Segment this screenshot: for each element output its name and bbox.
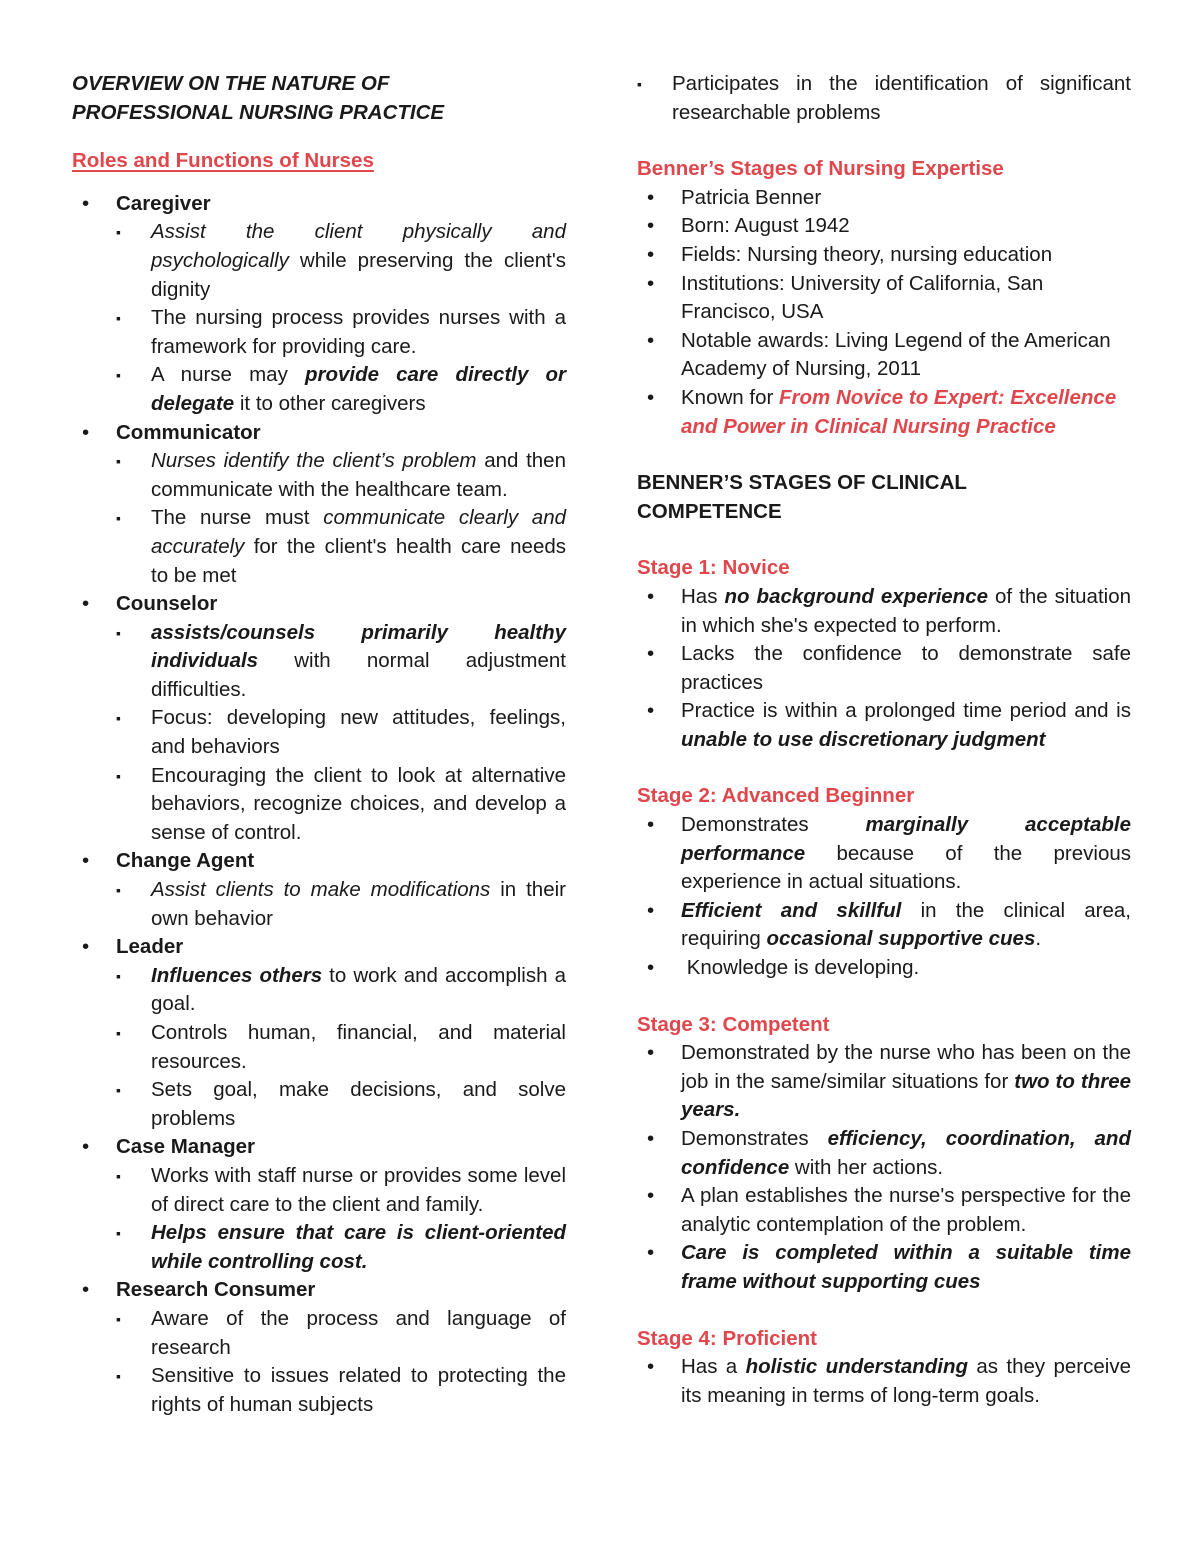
list-item: ▪ assists/counsels primarily healthy individuals with normal adjustment difficulties.: [72, 619, 566, 705]
list-item: • Has no background experience of the situation in which she's expected to perform.: [637, 583, 1131, 640]
role-sublist: [72, 447, 566, 590]
roles-heading: Roles and Functions of Nurses: [72, 149, 374, 173]
document-title: [72, 70, 566, 127]
list-item: • Demonstrates marginally acceptable performance because of the previous experience in actual situations.: [637, 811, 1131, 897]
role-communicator: [72, 419, 566, 591]
stage-3-title: Stage 3: Competent: [637, 1012, 830, 1036]
benner-list: [637, 184, 1131, 441]
role-sublist: [72, 1305, 566, 1419]
list-item: ▪ Assist the client physically and psychologically while preserving the client's dignity: [72, 218, 566, 304]
stage-4-title: Stage 4: Proficient: [637, 1326, 817, 1350]
list-item: ▪ Participates in the identification of significant researchable problems: [593, 70, 1131, 127]
role-label: Case Manager: [116, 1135, 256, 1159]
role-sublist: [72, 218, 566, 418]
list-item: • Patricia Benner: [637, 184, 1131, 213]
list-item: • Lacks the confidence to demonstrate safe practices: [637, 640, 1131, 697]
stage-3-list: [637, 1039, 1131, 1296]
role-research-consumer: [72, 1276, 566, 1419]
list-item: • Fields: Nursing theory, nursing education: [637, 241, 1131, 270]
list-item: • Practice is within a prolonged time period and is unable to use discretionary judgment: [637, 697, 1131, 754]
book-title: From Novice to Expert: Excellence and Power in Clinical Nursing Practice: [681, 385, 1117, 438]
list-item: • Efficient and skillful in the clinical area, requiring occasional supportive cues.: [637, 897, 1131, 954]
list-item: ▪ Sets goal, make decisions, and solve problems: [72, 1076, 566, 1133]
list-item: • Care is completed within a suitable time frame without supporting cues: [637, 1239, 1131, 1296]
list-item: • Institutions: University of California, San Francisco, USA: [637, 270, 1131, 327]
role-caregiver: [72, 190, 566, 419]
list-item: • Has a holistic understanding as they perceive its meaning in terms of long-term goals.: [637, 1353, 1131, 1410]
stage-2-title: Stage 2: Advanced Beginner: [637, 784, 915, 808]
role-change-agent: [72, 847, 566, 933]
list-item: ▪ Focus: developing new attitudes, feelings, and behaviors: [72, 704, 566, 761]
list-item: • Knowledge is developing.: [637, 954, 1131, 983]
list-item: • A plan establishes the nurse's perspective for the analytic contemplation of the problem.: [637, 1182, 1131, 1239]
list-item: ▪ Encouraging the client to look at alternative behaviors, recognize choices, and develop a sense of control.: [72, 762, 566, 848]
left-column: [72, 70, 566, 1419]
role-label: Change Agent: [116, 849, 255, 873]
role-counselor: [72, 590, 566, 847]
role-sublist: [72, 876, 566, 933]
list-item: • Demonstrated by the nurse who has been on the job in the same/similar situations for two to three years.: [637, 1039, 1131, 1125]
list-item: ▪ Works with staff nurse or provides some level of direct care to the client and family.: [72, 1162, 566, 1219]
list-item: ▪ Controls human, financial, and material resources.: [72, 1019, 566, 1076]
list-item: ▪ The nurse must communicate clearly and accurately for the client's health care needs to be met: [72, 504, 566, 590]
list-item: ▪ Assist clients to make modifications in their own behavior: [72, 876, 566, 933]
list-item: • Notable awards: Living Legend of the American Academy of Nursing, 2011: [637, 327, 1131, 384]
list-item: ▪ The nursing process provides nurses with a framework for providing care.: [72, 304, 566, 361]
list-item: ▪ Influences others to work and accomplish a goal.: [72, 962, 566, 1019]
role-label: Counselor: [116, 592, 218, 616]
benner-heading: Benner’s Stages of Nursing Expertise: [637, 157, 1004, 181]
stage-4-list: [637, 1353, 1131, 1410]
role-sublist: [72, 1162, 566, 1276]
roles-list: [72, 190, 566, 1420]
role-sublist: [72, 962, 566, 1134]
list-item: • Known for From Novice to Expert: Excellence and Power in Clinical Nursing Practice: [637, 384, 1131, 441]
list-item: • Demonstrates efficiency, coordination, and confidence with her actions.: [637, 1125, 1131, 1182]
title-line-1: OVERVIEW ON THE NATURE OF: [72, 72, 390, 95]
role-leader: [72, 933, 566, 1133]
research-consumer-continued: [637, 70, 1131, 127]
role-label: Leader: [116, 935, 184, 959]
list-item: ▪ Helps ensure that care is client-oriented while controlling cost.: [72, 1219, 566, 1276]
role-case-manager: [72, 1133, 566, 1276]
stages-heading: BENNER’S STAGES OF CLINICAL COMPETENCE: [637, 471, 967, 523]
list-item: ▪ Nurses identify the client’s problem and then communicate with the healthcare team.: [72, 447, 566, 504]
role-label: Research Consumer: [116, 1278, 316, 1302]
list-item: ▪ Sensitive to issues related to protecting the rights of human subjects: [72, 1362, 566, 1419]
list-item: • Born: August 1942: [637, 212, 1131, 241]
role-label: Communicator: [116, 420, 261, 444]
stage-1-list: [637, 583, 1131, 755]
title-line-2: PROFESSIONAL NURSING PRACTICE: [72, 100, 445, 124]
list-item: ▪ A nurse may provide care directly or delegate it to other caregivers: [72, 361, 566, 418]
role-label: Caregiver: [116, 191, 211, 215]
right-column: [637, 70, 1131, 1410]
stage-1-title: Stage 1: Novice: [637, 556, 790, 580]
stage-2-list: [637, 811, 1131, 983]
list-item: ▪ Aware of the process and language of research: [72, 1305, 566, 1362]
role-sublist: [72, 619, 566, 848]
